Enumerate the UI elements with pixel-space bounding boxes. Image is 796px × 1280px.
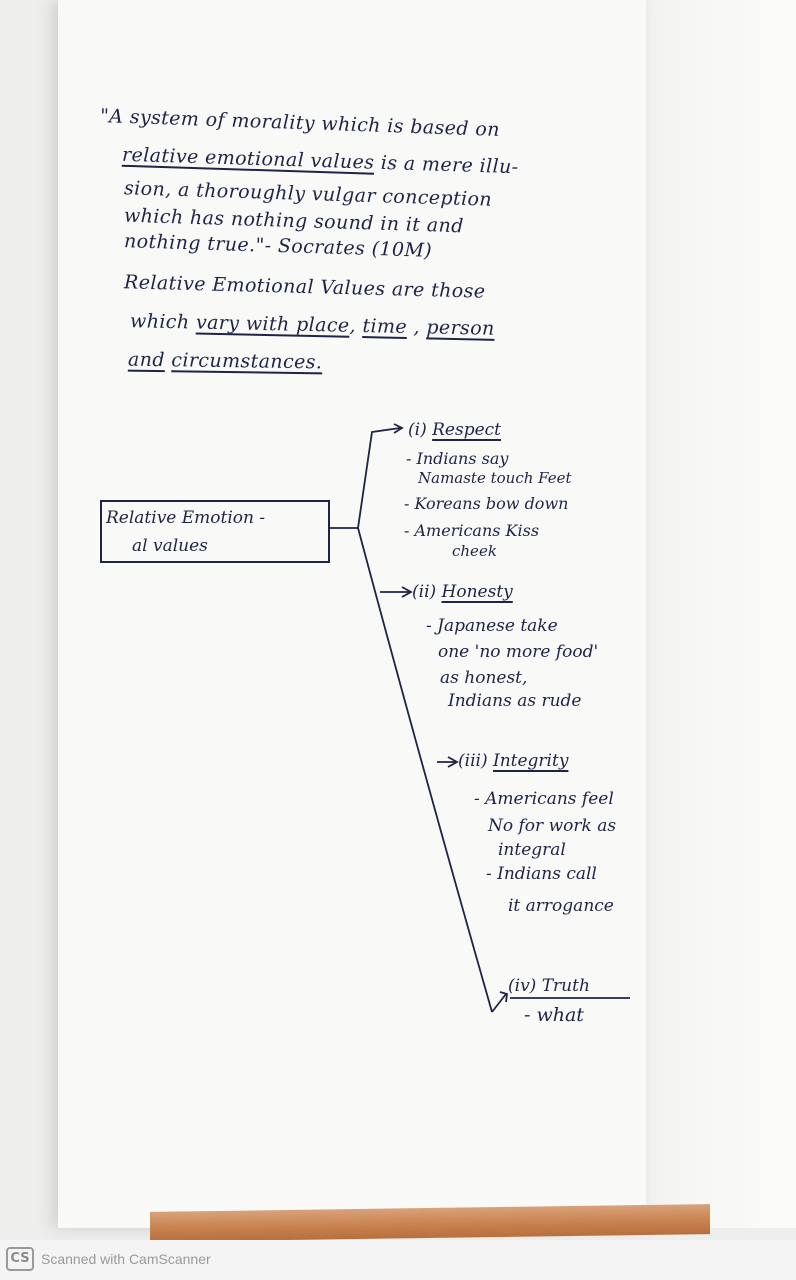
- honesty-title: Honesty: [441, 582, 513, 602]
- integrity-title: Integrity: [492, 751, 569, 771]
- respect-line-3: - Koreans bow down: [404, 494, 569, 513]
- definition-vary-with-place: vary with place: [195, 311, 350, 337]
- quote-line-4: which has nothing sound in it and: [123, 204, 465, 238]
- integrity-line-4: - Indians call: [486, 864, 597, 884]
- definition-comma-2: ,: [413, 316, 421, 339]
- integrity-line-3: integral: [498, 840, 566, 860]
- definition-circumstances: circumstances.: [171, 349, 323, 374]
- definition-comma-1: ,: [349, 314, 357, 337]
- integrity-line-5: it arrogance: [508, 896, 614, 916]
- definition-line-3: [128, 349, 323, 374]
- respect-line-2: Namaste touch Feet: [418, 469, 572, 487]
- page-edge: [640, 0, 796, 1228]
- respect-number: (i): [408, 420, 427, 440]
- honesty-line-4: Indians as rude: [448, 691, 582, 711]
- integrity-line-1: - Americans feel: [474, 789, 614, 809]
- respect-heading: [408, 420, 501, 440]
- honesty-number: (ii): [412, 582, 437, 602]
- truth-number: (iv): [508, 976, 537, 996]
- quote-underlined-phrase: relative emotional values: [121, 143, 375, 174]
- concept-line-1: Relative Emotion -: [106, 508, 266, 528]
- honesty-heading: [412, 582, 513, 602]
- table-surface: [150, 1204, 710, 1242]
- integrity-line-2: No for work as: [488, 816, 617, 836]
- definition-time: time: [362, 315, 408, 338]
- truth-heading: [508, 976, 590, 996]
- camscanner-footer-text: Scanned with CamScanner: [41, 1251, 211, 1267]
- definition-and: and: [127, 348, 166, 372]
- camscanner-logo-icon: CS: [6, 1247, 34, 1271]
- concept-line-2: al values: [132, 536, 208, 556]
- truth-title: Truth: [541, 976, 590, 996]
- respect-line-4: - Americans Kiss: [404, 521, 540, 540]
- definition-person: person: [426, 316, 495, 340]
- respect-title: Respect: [432, 420, 501, 440]
- honesty-line-2: one 'no more food': [438, 642, 599, 662]
- quote-line-1: "A system of morality which is based on: [99, 105, 501, 141]
- respect-line-1: - Indians say: [406, 449, 509, 468]
- respect-line-5: cheek: [452, 542, 497, 560]
- honesty-line-1: - Japanese take: [426, 616, 558, 636]
- quote-line-2-rest: is a mere illu-: [374, 151, 519, 179]
- quote-line-5: nothing true."- Socrates (10M): [123, 230, 433, 262]
- quote-line-3: sion, a thoroughly vulgar conception: [123, 177, 493, 211]
- truth-line-1: - what: [524, 1004, 584, 1026]
- integrity-heading: [458, 751, 568, 771]
- honesty-line-3: as honest,: [440, 668, 528, 688]
- definition-line-1: Relative Emotional Values are those: [123, 271, 486, 303]
- definition-which: which: [129, 310, 190, 334]
- integrity-number: (iii): [458, 751, 488, 771]
